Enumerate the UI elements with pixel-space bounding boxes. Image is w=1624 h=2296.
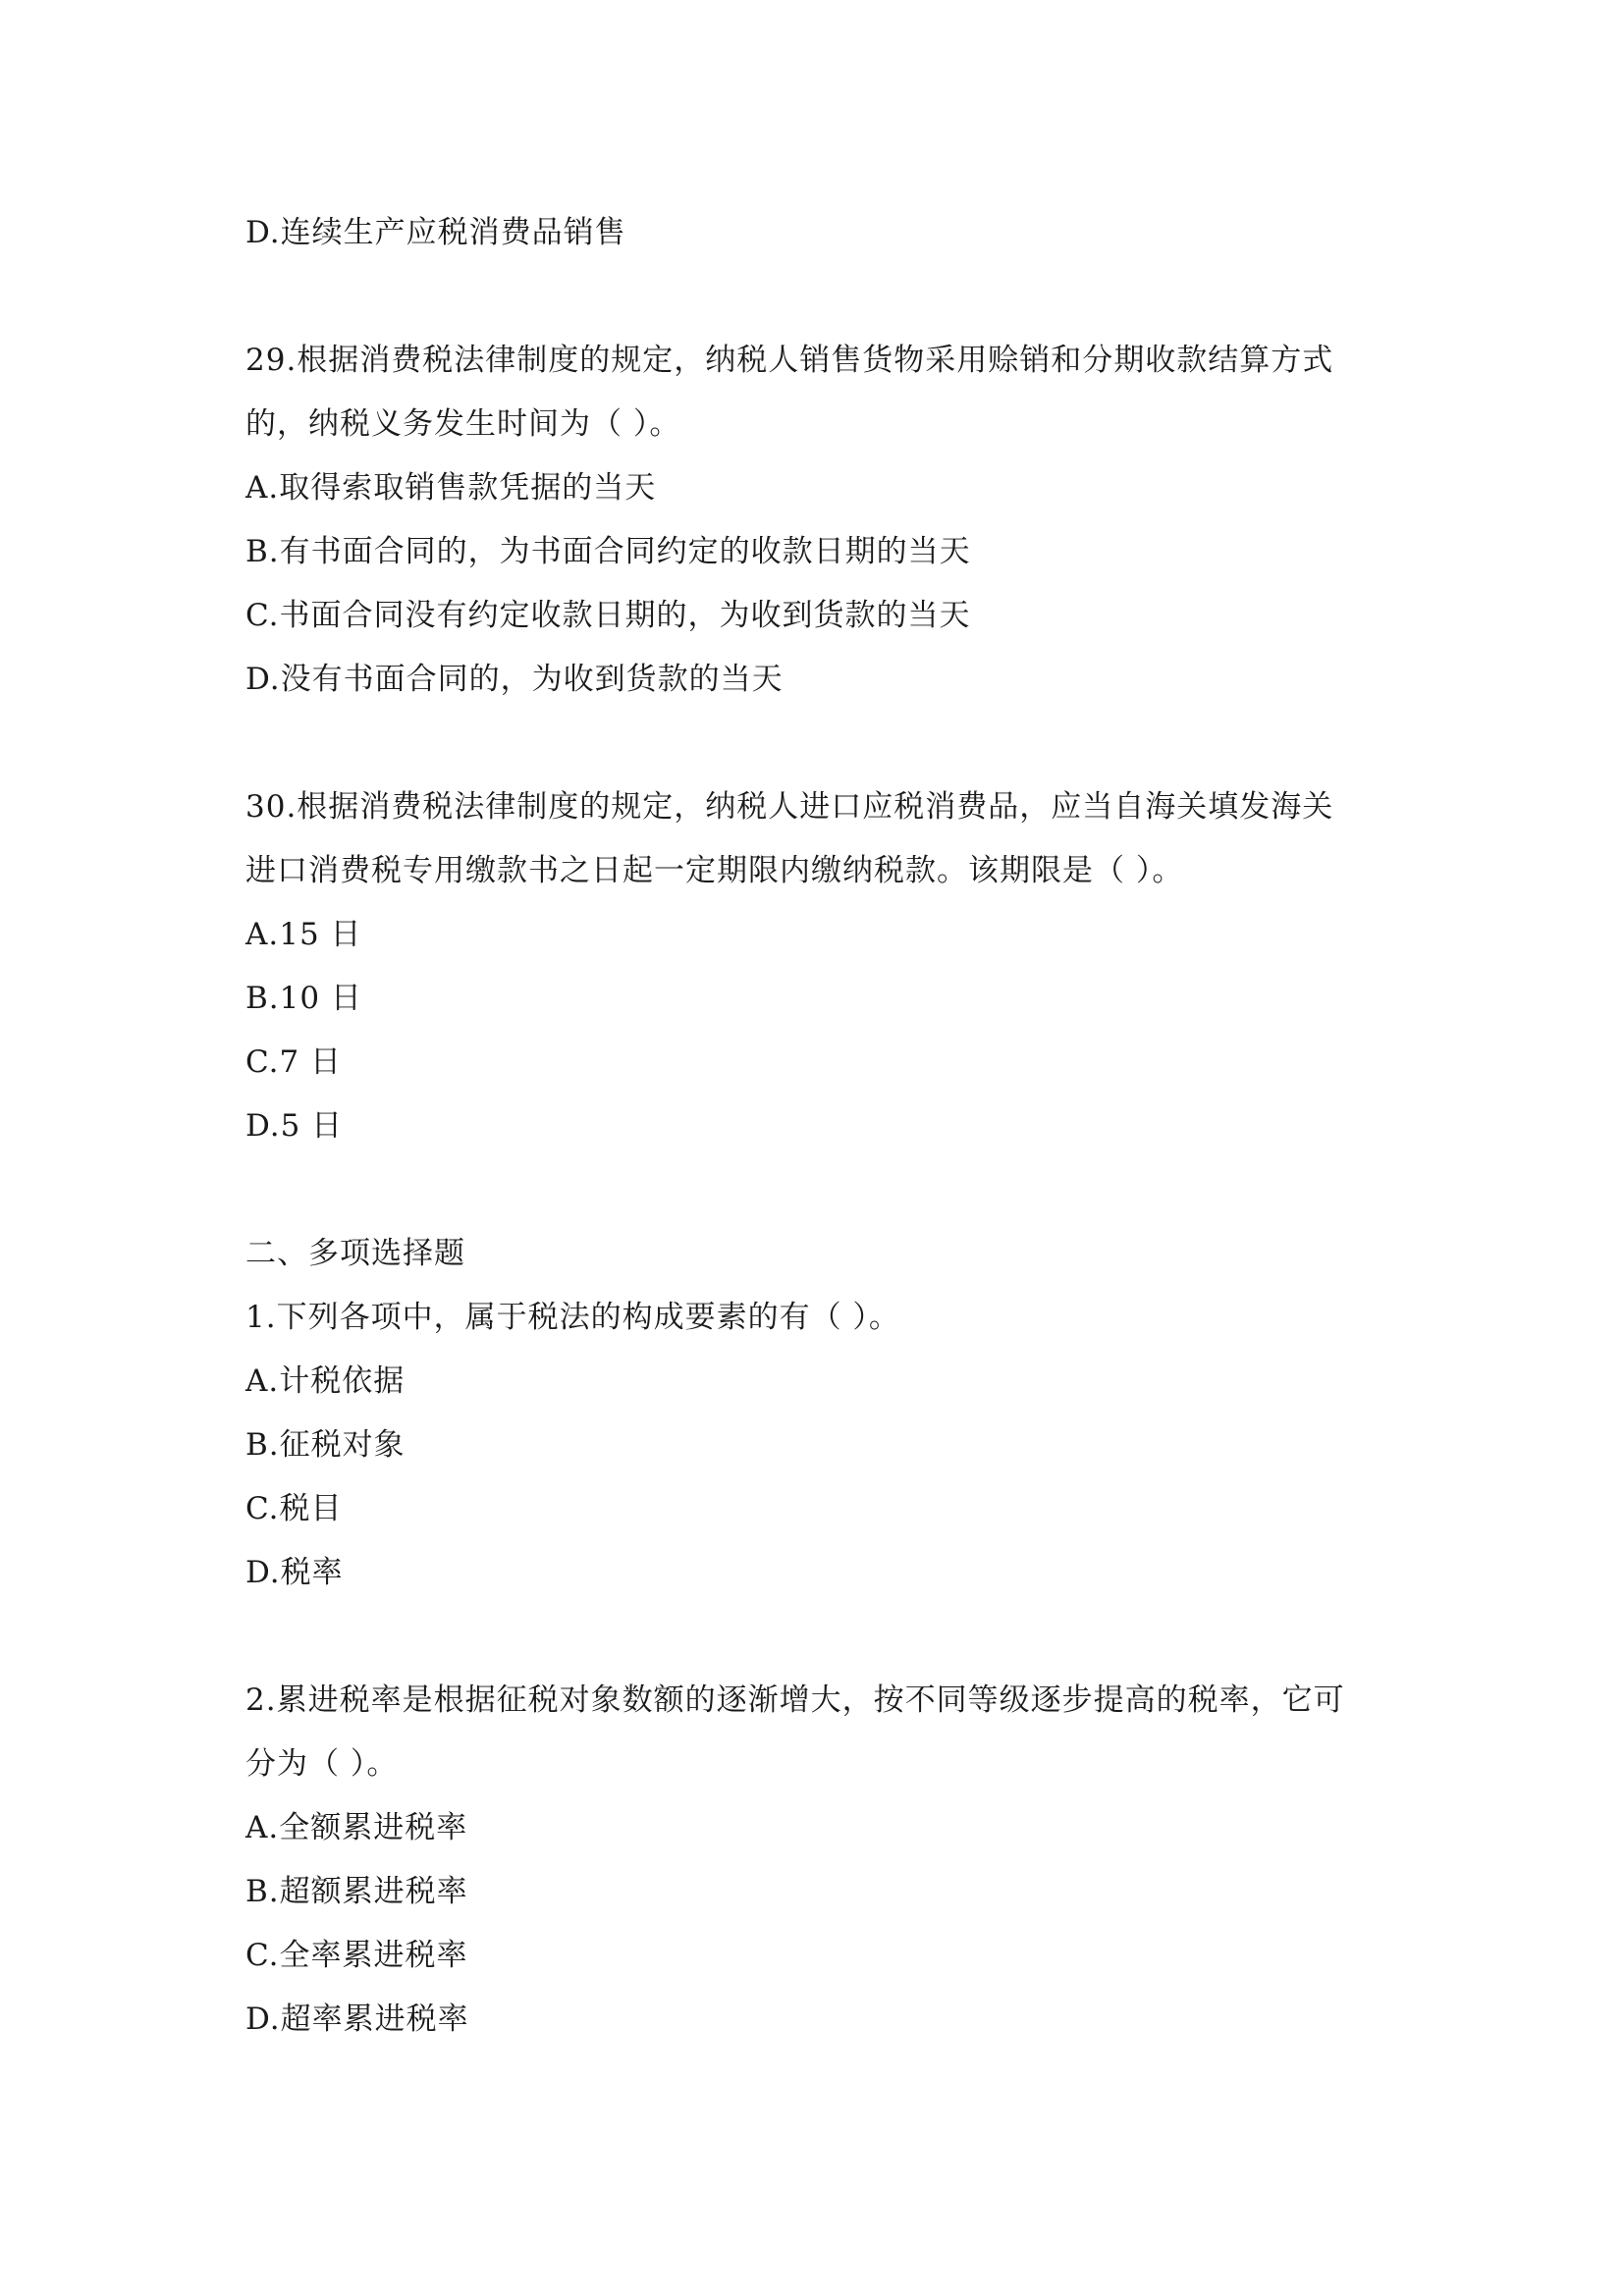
document-content [245,201,1394,2052]
option-a: A.15 日 [245,917,362,952]
option-d: D.5 日 [245,1108,344,1144]
spacer [245,712,1394,775]
spacer [245,1605,1394,1669]
question-stem-line: 2.累进税率是根据征税对象数额的逐渐增大，按不同等级逐步提高的税率，它可 [245,1682,1345,1718]
question-mc-1 [245,1286,1394,1605]
option-d: D.没有书面合同的，为收到货款的当天 [245,662,784,697]
question-stem-line: 进口消费税专用缴款书之日起一定期限内缴纳税款。该期限是（ ）。 [245,853,1184,888]
question-stem-line: 29.根据消费税法律制度的规定，纳税人销售货物采用赊销和分期收款结算方式 [245,343,1334,378]
option-a: A.计税依据 [245,1363,406,1399]
spacer [245,265,1394,329]
option-a: A.取得索取销售款凭据的当天 [245,470,657,506]
question-stem-line: 30.根据消费税法律制度的规定，纳税人进口应税消费品，应当自海关填发海关 [245,789,1334,825]
spacer [245,1158,1394,1222]
option-c: C.税目 [245,1491,343,1526]
question-stem-line: 1.下列各项中，属于税法的构成要素的有（ ）。 [245,1300,900,1335]
option-b: B.10 日 [245,981,362,1016]
option-b: B.有书面合同的，为书面合同约定的收款日期的当天 [245,534,971,569]
option-d: D.税率 [245,1555,344,1590]
option-c: C.7 日 [245,1044,343,1080]
question-30 [245,775,1394,1158]
option-b: B.征税对象 [245,1427,406,1463]
option-b: B.超额累进税率 [245,1874,468,1909]
option-c: C.书面合同没有约定收款日期的，为收到货款的当天 [245,598,971,633]
question-continuation [245,201,1394,265]
option-d: D.超率累进税率 [245,2002,469,2037]
question-stem-line: 分为（ ）。 [245,1746,399,1782]
section-heading: 二、多项选择题 [245,1236,465,1271]
question-mc-2 [245,1669,1394,2052]
question-stem-line: 的，纳税义务发生时间为（ ）。 [245,406,681,442]
option-d: D.连续生产应税消费品销售 [245,215,626,250]
option-a: A.全额累进税率 [245,1810,468,1845]
question-29 [245,329,1394,712]
option-c: C.全率累进税率 [245,1938,468,1973]
